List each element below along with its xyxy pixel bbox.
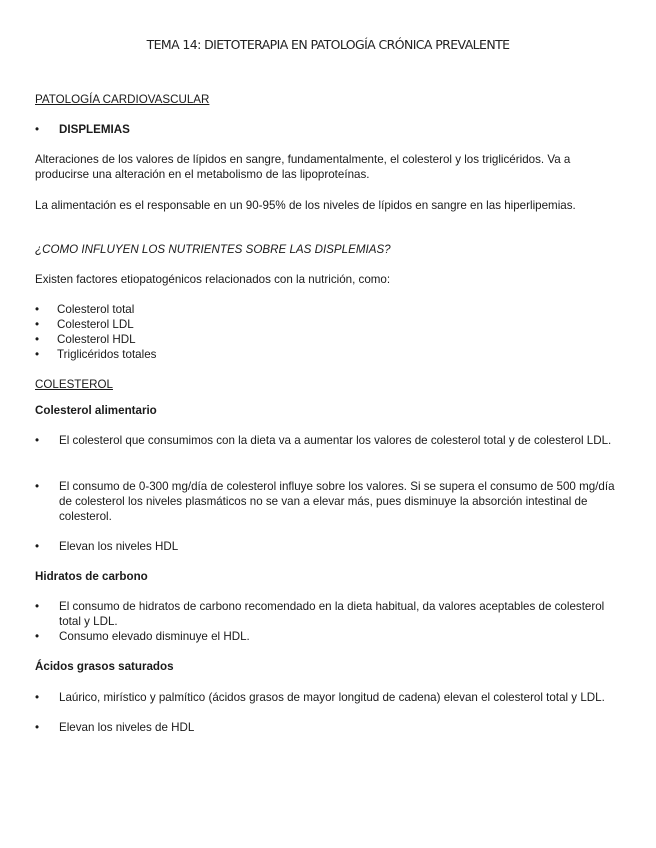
list-item: • Colesterol HDL: [35, 333, 136, 346]
bullet: •: [35, 318, 40, 331]
paragraph-alimentacion: La alimentación es el responsable en un 90-95% de los niveles de lípidos en sangre en las hiperlipemias.: [35, 199, 576, 212]
displemias-heading-label: DISPLEMIAS: [59, 123, 130, 136]
subheading-colesterol-alimentario: Colesterol alimentario: [35, 404, 157, 417]
list-item: • Colesterol total: [35, 303, 135, 316]
list-item: • Elevan los niveles de HDL: [35, 721, 195, 734]
bullet: •: [35, 600, 40, 613]
subheading-hidratos: Hidratos de carbono: [35, 570, 148, 583]
subheading-acidos-grasos: Ácidos grasos saturados: [35, 660, 174, 673]
list-item: • Consumo elevado disminuye el HDL.: [35, 630, 250, 643]
bullet: •: [35, 691, 40, 704]
bullet: •: [35, 434, 40, 447]
paragraph-factores: Existen factores etiopatogénicos relacionados con la nutrición, como:: [35, 273, 391, 286]
list-item: • Colesterol LDL: [35, 318, 134, 331]
list-item: • El colesterol que consumimos con la dieta va a aumentar los valores de colesterol total y de colesterol LDL.: [35, 434, 612, 447]
bullet: •: [35, 630, 40, 643]
section-heading-colesterol: COLESTEROL: [35, 378, 113, 391]
question-heading: ¿COMO INFLUYEN LOS NUTRIENTES SOBRE LAS DISPLEMIAS?: [35, 243, 391, 256]
list-item: • Elevan los niveles HDL: [35, 540, 179, 553]
list-item: • Triglicéridos totales: [35, 348, 157, 361]
bullet: •: [35, 721, 40, 734]
list-item: • Laúrico, mirístico y palmítico (ácidos grasos de mayor longitud de cadena) elevan el colesterol total y LDL.: [35, 691, 605, 704]
displemias-heading: [35, 122, 625, 137]
bullet: •: [35, 123, 40, 136]
list-item: • El consumo de hidratos de carbono recomendado en la dieta habitual, da valores aceptables de colesterol total y LDL.: [35, 600, 605, 628]
page-title: TEMA 14: DIETOTERAPIA EN PATOLOGÍA CRÓNICA PREVALENTE: [146, 37, 510, 52]
paragraph-definition: Alteraciones de los valores de lípidos en sangre, fundamentalmente, el colesterol y los triglicéridos. Va a producirse una alteración en el metabolismo de las lipoproteínas.: [35, 153, 571, 181]
section-heading-cardiovascular: PATOLOGÍA CARDIOVASCULAR: [35, 93, 210, 106]
bullet: •: [35, 540, 40, 553]
bullet: •: [35, 333, 40, 346]
bullet: •: [35, 303, 40, 316]
list-item: • El consumo de 0-300 mg/día de colesterol influye sobre los valores. Si se supera el consumo de 500 mg/día de colesterol los niveles plasmáticos no se van a elevar más, pues disminuye la absorción intestinal de colesterol.: [35, 480, 615, 523]
bullet: •: [35, 480, 40, 493]
bullet: •: [35, 348, 40, 361]
